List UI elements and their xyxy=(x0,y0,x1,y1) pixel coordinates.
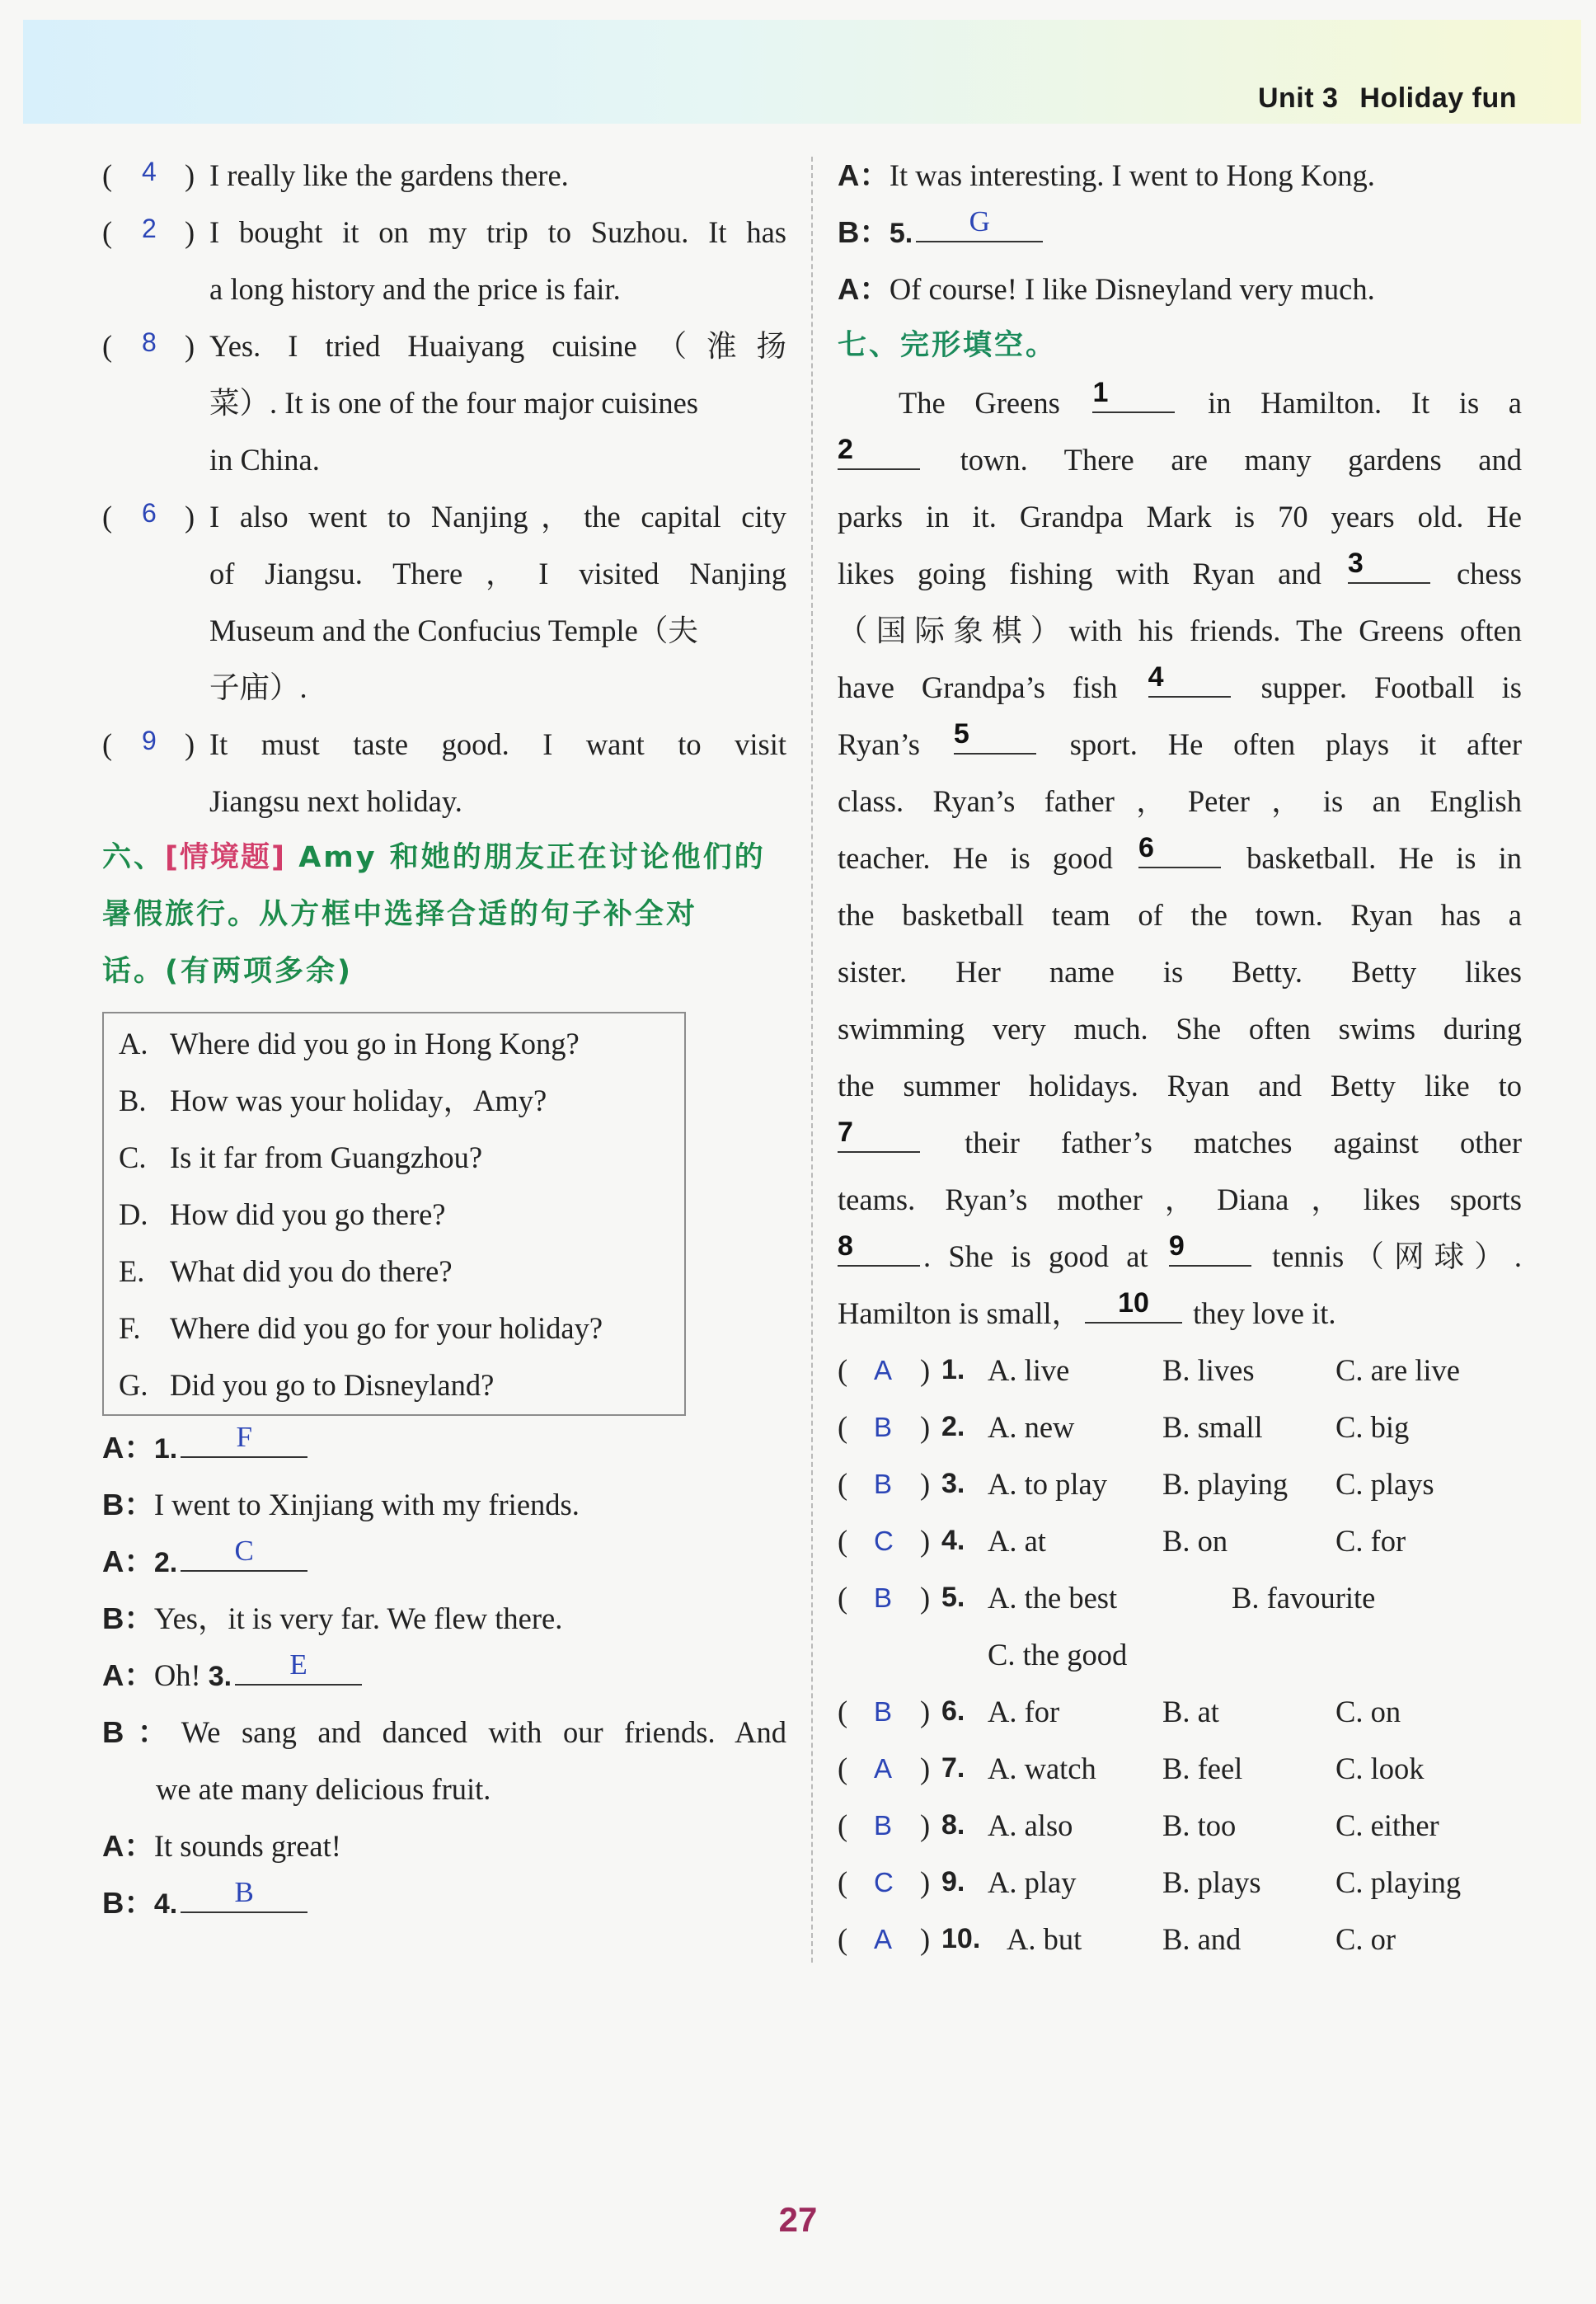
dialogue-line: B：Yes，it is very far. We flew there. xyxy=(102,1601,563,1635)
question-row: ( A ) 7. A. watch B. feel C. look xyxy=(838,1740,1522,1797)
question-answer: A xyxy=(874,1753,893,1784)
left-column xyxy=(102,147,786,1931)
cloze-blank[interactable]: 7 xyxy=(838,1115,920,1153)
question-answer: B xyxy=(874,1412,893,1442)
answer-blank[interactable]: C xyxy=(181,1534,307,1572)
question-answer: C xyxy=(874,1526,894,1556)
item-text: It must taste good. I want to visit xyxy=(209,727,786,761)
cloze-blank[interactable]: 2 xyxy=(838,432,920,470)
dialogue-line: A：It was interesting. I went to Hong Kong. xyxy=(838,158,1375,192)
option-g: G. Did you go to Disneyland? xyxy=(119,1368,495,1402)
question-answer: A xyxy=(874,1924,893,1954)
scenario-tag: [情境题] xyxy=(165,841,287,874)
option-e: E. What did you do there? xyxy=(119,1254,453,1288)
section-7-heading: 七、完形填空。 xyxy=(838,329,1058,362)
option-c: C. Is it far from Guangzhou? xyxy=(119,1140,483,1174)
dialogue xyxy=(102,1419,786,1931)
question-row: ( A ) 10. A. but B. and C. or xyxy=(838,1911,1522,1968)
column-divider xyxy=(811,157,813,1963)
ordering-item: ( 4 ) I really like the gardens there. xyxy=(102,147,786,204)
question-answer: C xyxy=(874,1867,894,1897)
item-answer: 6 xyxy=(142,498,157,528)
question-answer: A xyxy=(874,1355,893,1385)
item-text: I bought it on my trip to Suzhou. It has xyxy=(209,215,786,249)
answer-blank[interactable]: B xyxy=(181,1875,307,1913)
item-text: of Jiangsu. There，I visited Nanjing xyxy=(209,557,786,590)
ordering-item: ( 8 ) Yes. I tried Huaiyang cuisine（淮扬 菜）. It is one of the four major cuisines in China. xyxy=(102,317,786,488)
question-answer: B xyxy=(874,1810,893,1841)
item-text: a long history and the price is fair. xyxy=(209,272,621,306)
question-row: ( B ) 8. A. also B. too C. either xyxy=(838,1797,1522,1854)
item-text: 菜）. It is one of the four major cuisines xyxy=(209,386,699,420)
dialogue-line: B：I went to Xinjiang with my friends. xyxy=(102,1488,580,1521)
right-column xyxy=(838,147,1522,1968)
question-row: ( C ) 4. A. at B. on C. for xyxy=(838,1512,1522,1569)
ordering-item: ( 6 ) I also went to Nanjing，the capital city of Jiangsu. There，I visited Nanjing Museum and the Confucius Temple（夫 子庙）. xyxy=(102,488,786,716)
item-answer: 2 xyxy=(142,214,157,243)
question-row: ( B ) 2. A. new B. small C. big xyxy=(838,1399,1522,1455)
option-b: B. How was your holiday，Amy? xyxy=(119,1084,547,1117)
dialogue-line: B：5. G xyxy=(838,204,1522,261)
cloze-blank[interactable]: 5 xyxy=(954,717,1036,755)
question-row-continued: C. the good xyxy=(988,1638,1128,1672)
cloze-blank[interactable]: 6 xyxy=(1138,830,1221,868)
item-text: Yes. I tried Huaiyang cuisine（淮扬 xyxy=(209,329,786,363)
question-row: ( B ) 5. A. the best B. favourite xyxy=(838,1569,1522,1626)
question-answer: B xyxy=(874,1582,893,1613)
dialogue-line: B：We sang and danced with our friends. And xyxy=(102,1715,786,1749)
question-answer: B xyxy=(874,1696,893,1727)
dialogue-line: B：4. B xyxy=(102,1874,786,1931)
options-box xyxy=(102,1012,686,1416)
dialogue-line: A：Oh! 3. E xyxy=(102,1647,786,1704)
ordering-item: ( 9 ) It must taste good. I want to visit Jiangsu next holiday. xyxy=(102,716,786,830)
page-header xyxy=(1258,82,1517,115)
answer-blank[interactable]: E xyxy=(235,1648,362,1686)
dialogue-line: A：2. C xyxy=(102,1533,786,1590)
item-answer: 4 xyxy=(142,157,157,186)
item-text: I really like the gardens there. xyxy=(209,158,569,192)
item-text: Jiangsu next holiday. xyxy=(209,784,462,818)
item-text: 子庙）. xyxy=(209,670,307,704)
cloze-blank[interactable]: 1 xyxy=(1092,375,1175,413)
cloze-passage: The Greens 1 in Hamilton. It is a 2 town. There are many gardens and parks in it. Grandpa Mark is 70 years old. He likes going fishing with Ryan and 3 chess （国际象棋）with his friends. The Greens often have Grandpa’s fish 4 supper. Football is Ryan’s 5 sport. He often plays it after class. Ryan’s father，Peter，is an English teacher. He is good 6 basketball. He is in the basketball team of the town. Ryan has a sister. Her name is Betty. Betty likes swimming very much. She often swims during the summer holidays. Ryan and Betty like to 7 their father’s matches against other teams. Ryan’s mother，Diana，likes sports 8 . She is good at 9 tennis（网球）. Hamilton is small， 10 they love it. xyxy=(838,377,1523,1330)
item-answer: 9 xyxy=(142,726,157,755)
unit-title: Holiday fun xyxy=(1359,82,1517,114)
option-a: A. Where did you go in Hong Kong? xyxy=(119,1027,580,1060)
dialogue-line: A：Of course! I like Disneyland very much. xyxy=(838,272,1375,306)
dialogue-line: A：It sounds great! xyxy=(102,1829,341,1863)
question-answer: B xyxy=(874,1469,893,1499)
item-text: in China. xyxy=(209,443,320,477)
question-row: ( B ) 3. A. to play B. playing C. plays xyxy=(838,1455,1522,1512)
page-number: 27 xyxy=(778,2200,818,2239)
question-row: ( B ) 6. A. for B. at C. on xyxy=(838,1683,1522,1740)
dialogue-line: we ate many delicious fruit. xyxy=(156,1772,491,1806)
cloze-blank[interactable]: 8 xyxy=(838,1229,920,1267)
cloze-questions xyxy=(838,1342,1522,1968)
answer-blank[interactable]: G xyxy=(916,205,1043,242)
ordering-item: ( 2 ) I bought it on my trip to Suzhou. It has a long history and the price is fair. xyxy=(102,204,786,317)
dialogue-line: A：1. F xyxy=(102,1419,786,1476)
cloze-blank[interactable]: 10 xyxy=(1085,1286,1182,1324)
option-d: D. How did you go there? xyxy=(119,1197,446,1231)
section-6-heading: 六、[情境题] Amy 和她的朋友正在讨论他们的 暑假旅行。从方框中选择合适的句子补全对 话。(有两项多余) xyxy=(102,841,766,988)
option-f: F. Where did you go for your holiday? xyxy=(119,1311,603,1345)
item-text: I also went to Nanjing，the capital city xyxy=(209,500,786,534)
cloze-blank[interactable]: 4 xyxy=(1148,660,1231,698)
unit-label: Unit 3 xyxy=(1257,82,1339,114)
answer-blank[interactable]: F xyxy=(181,1420,307,1458)
item-answer: 8 xyxy=(142,327,157,357)
cloze-blank[interactable]: 9 xyxy=(1169,1229,1251,1267)
item-text: Museum and the Confucius Temple（夫 xyxy=(209,614,698,647)
question-row: ( A ) 1. A. live B. lives C. are live xyxy=(838,1342,1522,1399)
question-row: ( C ) 9. A. play B. plays C. playing xyxy=(838,1854,1522,1911)
cloze-blank[interactable]: 3 xyxy=(1348,546,1430,584)
